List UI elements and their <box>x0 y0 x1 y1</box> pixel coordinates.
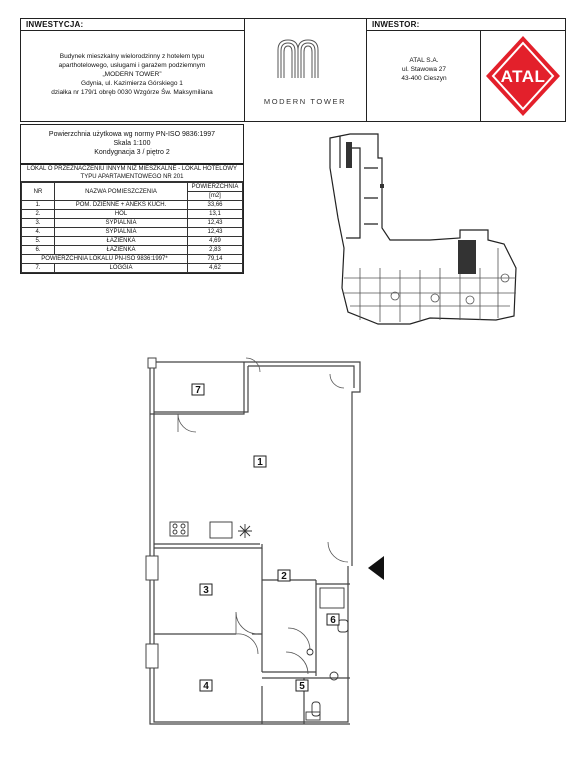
row-name: SYPIALNIA <box>55 219 188 228</box>
total-label: POWIERZCHNIA LOKALU PN-ISO 9836:1997* <box>22 255 188 264</box>
header-row-line-right <box>366 30 566 31</box>
row-area: 4,62 <box>188 264 243 273</box>
investment-line: aparthotelowego, usługami i garażem podziemnym <box>58 62 206 69</box>
modern-tower-logo-text: MODERN TOWER <box>263 97 347 106</box>
row-area: 12,43 <box>188 219 243 228</box>
table-header-row <box>22 183 243 192</box>
table-row <box>22 228 243 237</box>
norm-line: Powierzchnia użytkowa wg normy PN-ISO 9836:1997 <box>48 131 216 138</box>
header-divider-3 <box>480 30 481 122</box>
row-nr: 2. <box>22 210 55 219</box>
room-label-2: 2 <box>281 571 287 582</box>
investment-line: Budynek mieszkalny wielorodzinny z hotelem typu <box>59 53 205 60</box>
col-name-header: NAZWA POMIESZCZENIA <box>55 183 188 201</box>
col-nr-header: NR <box>22 183 55 201</box>
atal-logo-text: ATAL <box>500 67 546 86</box>
row-name: HOL <box>55 210 188 219</box>
row-name: ŁAZIENKA <box>55 237 188 246</box>
table-title-line: LOKAL O PRZEZNACZENIU INNYM NIŻ MIESZKALNE - LOKAL HOTELOWY <box>27 166 237 172</box>
key-plan <box>320 128 520 330</box>
row-area: 4,69 <box>188 237 243 246</box>
norm-box <box>20 124 244 164</box>
norm-line: Kondygnacja 3 / piętro 2 <box>94 149 170 156</box>
col-area-header: POWIERZCHNIA <box>188 183 243 192</box>
header-divider-2 <box>366 18 367 122</box>
rooms-table <box>21 182 243 273</box>
room-label-3: 3 <box>203 585 209 596</box>
modern-tower-mark-icon <box>250 36 360 80</box>
header-row-line-left <box>20 30 244 31</box>
room-label-1: 1 <box>257 457 263 468</box>
row-area: 2,83 <box>188 246 243 255</box>
row-area: 13,1 <box>188 210 243 219</box>
row-nr: 6. <box>22 246 55 255</box>
room-label-7: 7 <box>195 385 201 396</box>
header-divider-1 <box>244 18 245 122</box>
total-value: 79,14 <box>188 255 243 264</box>
table-row <box>22 237 243 246</box>
table-title <box>21 165 243 182</box>
row-area: 33,66 <box>188 201 243 210</box>
investor-line: ul. Stawowa 27 <box>401 66 447 73</box>
row-area: 12,43 <box>188 228 243 237</box>
table-title-line: TYPU APARTAMENTOWEGO NR 201 <box>80 174 184 180</box>
row-name: SYPIALNIA <box>55 228 188 237</box>
room-label-5: 5 <box>299 681 305 692</box>
atal-logo <box>482 32 564 120</box>
room-label-4: 4 <box>203 681 209 692</box>
investment-line: Gdynia, ul. Kazimierza Górskiego 1 <box>81 80 183 87</box>
table-row <box>22 264 243 273</box>
investment-header: INWESTYCJA: <box>26 20 84 29</box>
row-name: POM. DZIENNE + ANEKS KUCH. <box>55 201 188 210</box>
row-nr: 5. <box>22 237 55 246</box>
investment-line: „MODERN TOWER” <box>102 71 162 78</box>
floor-plan <box>140 352 390 760</box>
table-row <box>22 219 243 228</box>
norm-line: Skala 1:100 <box>113 140 151 147</box>
investment-line: działka nr 179/1 obręb 0030 Wzgórze Św. Maksymiliana <box>51 89 213 96</box>
investor-line: 43-400 Cieszyn <box>401 75 447 82</box>
row-name: LOGGIA <box>55 264 188 273</box>
investor-header: INWESTOR: <box>372 20 420 29</box>
row-nr: 4. <box>22 228 55 237</box>
modern-tower-logo <box>250 36 360 106</box>
row-nr: 1. <box>22 201 55 210</box>
room-label-6: 6 <box>330 615 336 626</box>
investment-text <box>22 52 242 97</box>
investor-line: ATAL S.A. <box>409 57 439 64</box>
table-row <box>22 210 243 219</box>
table-total-row <box>22 255 243 264</box>
investor-text <box>368 56 480 83</box>
entrance-arrow-icon <box>368 556 384 580</box>
row-name: ŁAZIENKA <box>55 246 188 255</box>
rooms-table-box <box>20 164 244 274</box>
table-row <box>22 246 243 255</box>
row-nr: 3. <box>22 219 55 228</box>
col-unit-header: [m2] <box>188 192 243 201</box>
table-row <box>22 201 243 210</box>
row-nr: 7. <box>22 264 55 273</box>
